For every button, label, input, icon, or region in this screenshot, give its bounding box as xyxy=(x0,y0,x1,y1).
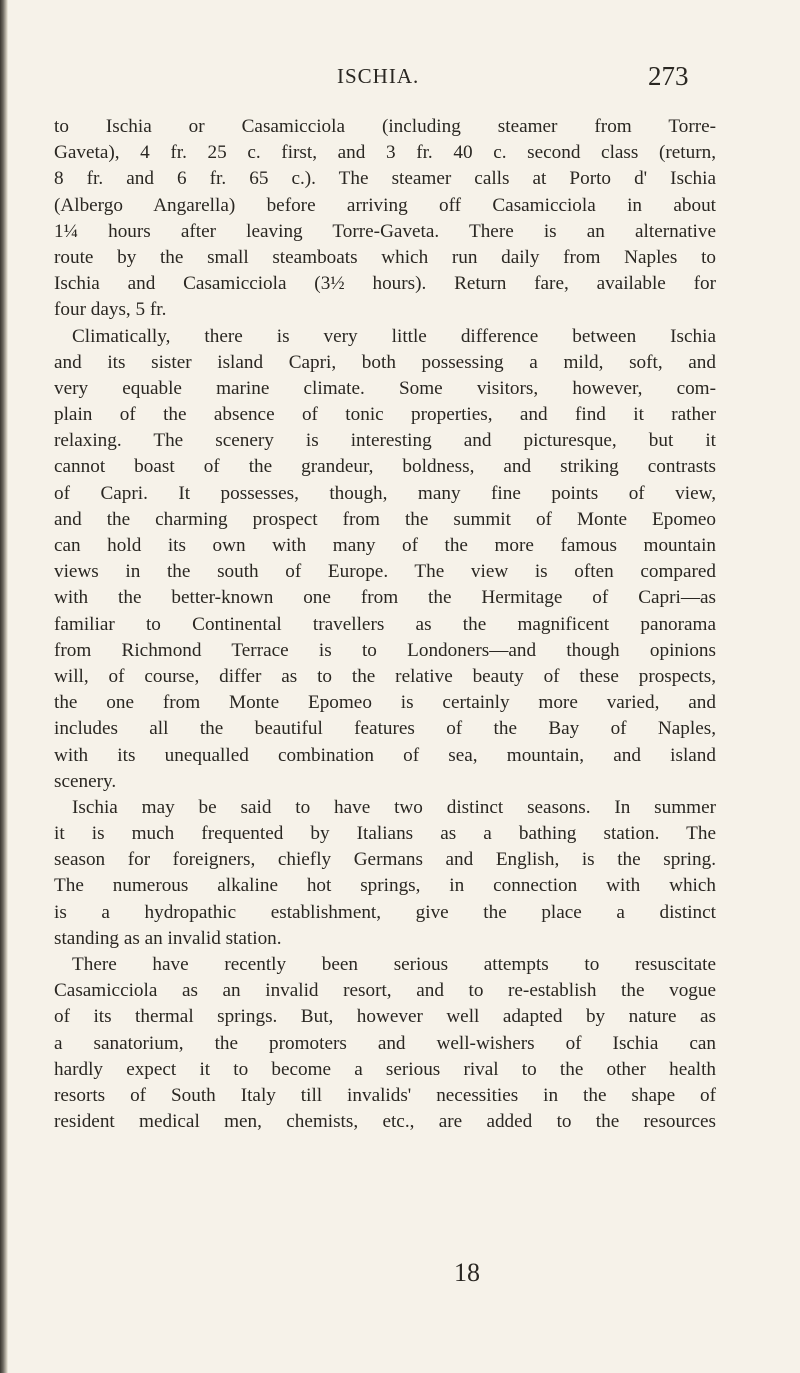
text-line: 1¼ hours after leaving Torre-Gaveta. There is an alternative xyxy=(54,220,716,242)
text-line: it is much frequented by Italians as a bathing station. The xyxy=(54,823,716,845)
text-line: route by the small steamboats which run daily from Naples to xyxy=(54,246,716,268)
text-line: scenery. xyxy=(54,770,117,792)
text-line: from Richmond Terrace is to Londoners—and though opinions xyxy=(54,639,716,661)
text-line: very equable marine climate. Some visitors, however, com- xyxy=(54,377,716,399)
text-line: (Albergo Angarella) before arriving off Casamicciola in about xyxy=(54,194,716,216)
text-line: 8 fr. and 6 fr. 65 c.). The steamer calls at Porto d' Ischia xyxy=(54,168,716,190)
text-line: a sanatorium, the promoters and well-wishers of Ischia can xyxy=(54,1032,716,1054)
text-line: cannot boast of the grandeur, boldness, and striking contrasts xyxy=(54,456,716,478)
paragraph-start-line: Ischia may be said to have two distinct seasons. In summer xyxy=(72,796,716,818)
text-line: resident medical men, chemists, etc., are added to the resources xyxy=(54,1111,716,1133)
text-line: with its unequalled combination of sea, mountain, and island xyxy=(54,744,716,766)
text-line: can hold its own with many of the more famous mountain xyxy=(54,535,716,556)
text-line: plain of the absence of tonic properties, and find it rather xyxy=(54,404,716,426)
body-text xyxy=(54,114,716,1135)
text-line: and its sister island Capri, both possessing a mild, soft, and xyxy=(54,351,716,373)
text-line: Ischia and Casamicciola (3½ hours). Return fare, available for xyxy=(54,273,716,295)
running-title: ISCHIA. xyxy=(337,64,420,88)
text-line: the one from Monte Epomeo is certainly more varied, and xyxy=(54,692,716,714)
text-line: of its thermal springs. But, however well adapted by nature as xyxy=(54,1006,716,1028)
text-line: Gaveta), 4 fr. 25 c. first, and 3 fr. 40 c. second class (return, xyxy=(54,142,716,164)
text-line: is a hydropathic establishment, give the place a distinct xyxy=(54,901,716,923)
running-head xyxy=(0,61,800,104)
paragraph-start-line: Climatically, there is very little difference between Ischia xyxy=(72,325,716,347)
text-line: of Capri. It possesses, though, many fine points of view, xyxy=(54,482,716,504)
text-line: and the charming prospect from the summit of Monte Epomeo xyxy=(54,508,716,530)
text-line: with the better-known one from the Hermitage of Capri—as xyxy=(54,587,716,609)
page-number: 273 xyxy=(648,61,689,91)
text-line: season for foreigners, chiefly Germans and English, is the spring. xyxy=(54,849,716,871)
text-line: hardly expect it to become a serious rival to the other health xyxy=(54,1058,716,1080)
text-line: The numerous alkaline hot springs, in connection with which xyxy=(54,875,716,897)
text-line: includes all the beautiful features of the Bay of Naples, xyxy=(54,718,716,740)
signature-mark: 18 xyxy=(454,1258,480,1287)
paragraph-start-line: There have recently been serious attempts to resuscitate xyxy=(72,954,716,975)
text-line: four days, 5 fr. xyxy=(54,299,167,321)
text-line: relaxing. The scenery is interesting and picturesque, but it xyxy=(54,430,716,452)
text-line: views in the south of Europe. The view is often compared xyxy=(54,561,716,583)
text-line: resorts of South Italy till invalids' necessities in the shape of xyxy=(54,1084,716,1106)
text-line: Casamicciola as an invalid resort, and to re-establish the vogue xyxy=(54,980,716,1002)
text-line: standing as an invalid station. xyxy=(54,927,282,949)
text-line: familiar to Continental travellers as the magnificent panorama xyxy=(54,613,716,635)
text-line: will, of course, differ as to the relative beauty of these prospects, xyxy=(54,665,716,687)
text-line: to Ischia or Casamicciola (including steamer from Torre- xyxy=(54,116,716,137)
